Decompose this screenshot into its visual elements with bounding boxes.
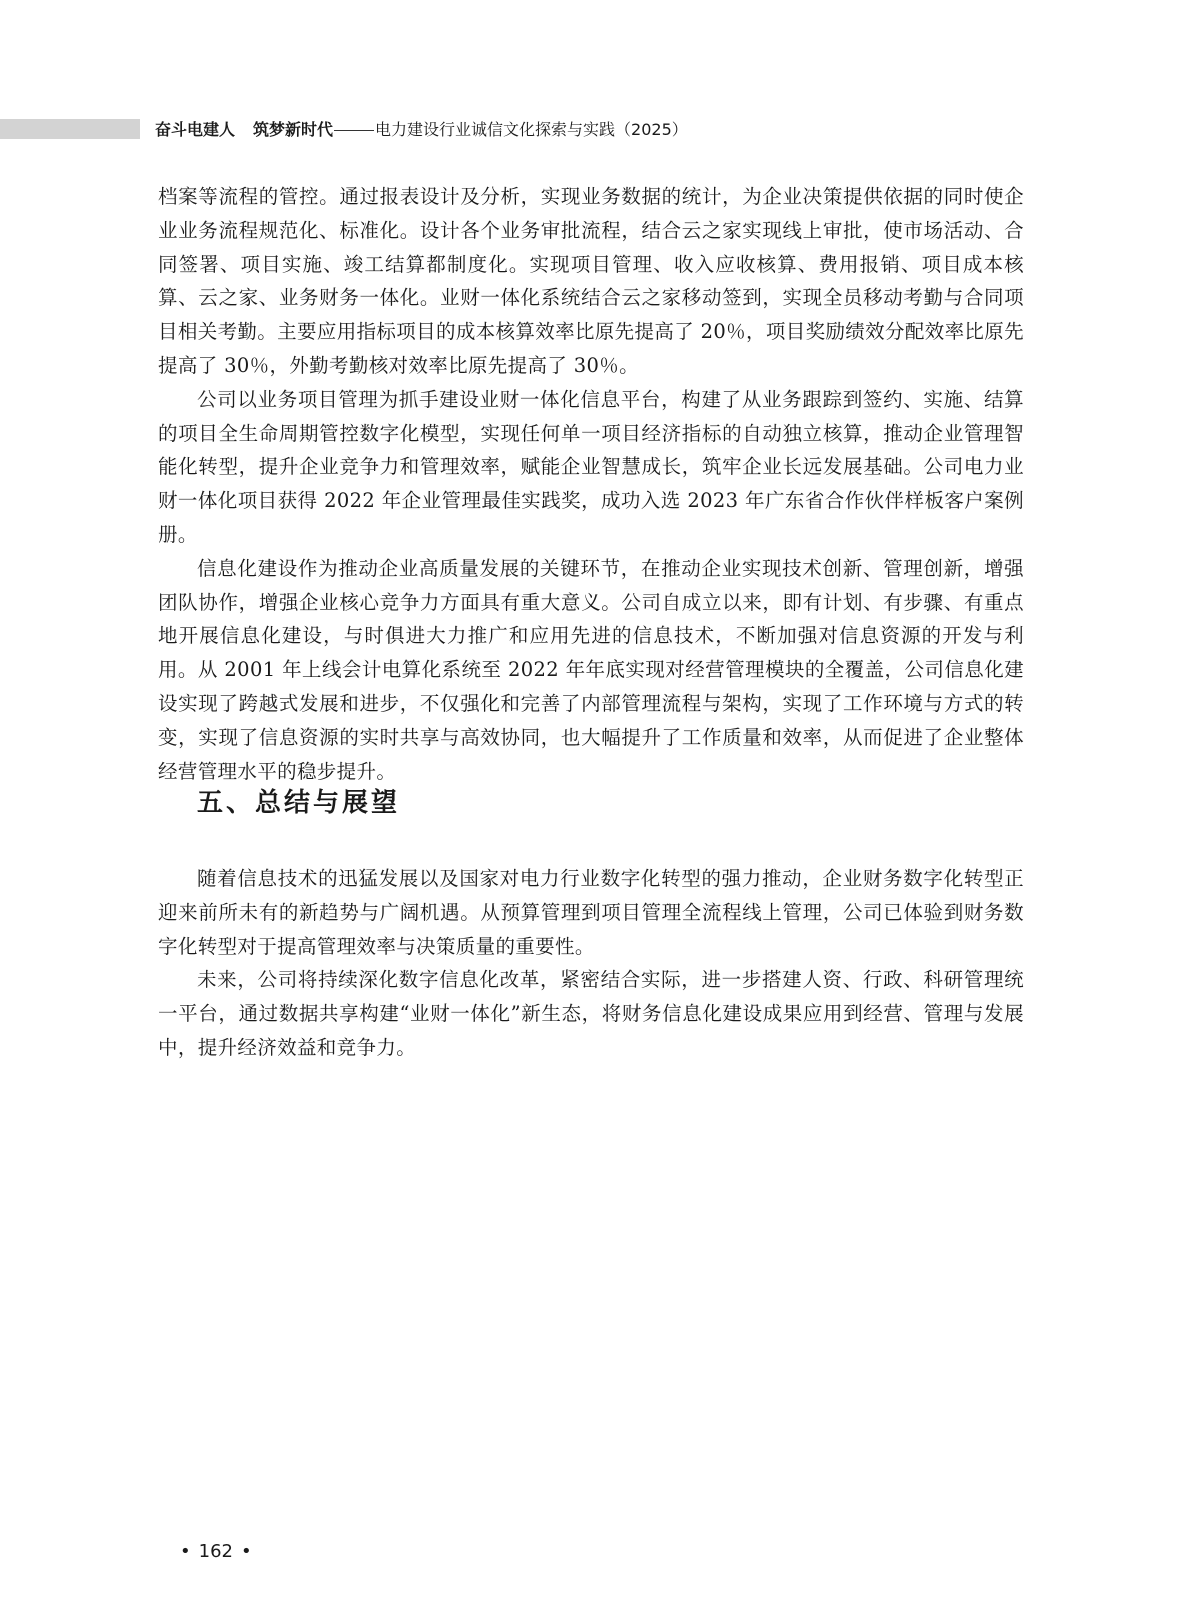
section-body (158, 862, 1024, 1065)
page-number-dot: • (180, 1541, 191, 1562)
page-number (172, 1540, 260, 1564)
paragraph: 信息化建设作为推动企业高质量发展的关键环节，在推动企业实现技术创新、管理创新，增强团队协作，增强企业核心竞争力方面具有重大意义。公司自成立以来，即有计划、有步骤、有重点地开展信息化建设，与时俱进大力推广和应用先进的信息技术，不断加强对信息资源的开发与利用。从 2001 年上线会计电算化系统至 2022 年年底实现对经营管理模块的全覆盖，公司信息化建设实现了跨越式发展和进步，不仅强化和完善了内部管理流程与架构，实现了工作环境与方式的转变，实现了信息资源的实时共享与高效协同，也大幅提升了工作质量和效率，从而促进了企业整体经营管理水平的稳步提升。 (158, 556, 1024, 783)
paragraph: 公司以业务项目管理为抓手建设业财一体化信息平台，构建了从业务跟踪到签约、实施、结算的项目全生命周期管控数字化模型，实现任何单一项目经济指标的自动独立核算，推动企业管理智能化转型，提升企业竞争力和管理效率，赋能企业智慧成长，筑牢企业长远发展基础。公司电力业财一体化项目获得 2022 年企业管理最佳实践奖，成功入选 2023 年广东省合作伙伴样板客户案例册。 (158, 387, 1024, 546)
header-dash (334, 130, 374, 131)
section-heading: 五、总结与展望 (197, 788, 401, 818)
page-number-dot: • (240, 1541, 252, 1562)
running-header (155, 118, 688, 142)
paragraph: 未来，公司将持续深化数字信息化改革，紧密结合实际，进一步搭建人资、行政、科研管理统一平台，通过数据共享构建“业财一体化”新生态，将财务信息化建设成果应用到经营、管理与发展中，提升经济效益和竞争力。 (158, 968, 1024, 1059)
paragraph-continued: 档案等流程的管控。通过报表设计及分析，实现业务数据的统计，为企业决策提供依据的同时使企业业务流程规范化、标准化。设计各个业务审批流程，结合云之家实现线上审批，使市场活动、合同签署、项目实施、竣工结算都制度化。实现项目管理、收入应收核算、费用报销、项目成本核算、云之家、业务财务一体化。业财一体化系统结合云之家移动签到，实现全员移动考勤与合同项目相关考勤。主要应用指标项目的成本核算效率比原先提高了 20％，项目奖励绩效分配效率比原先提高了 30％，外勤考勤核对效率比原先提高了 30％。 (158, 185, 1024, 377)
page-number-value: 162 (198, 1541, 233, 1562)
paragraph: 随着信息技术的迅猛发展以及国家对电力行业数字化转型的强力推动，企业财务数字化转型正迎来前所未有的新趋势与广阔机遇。从预算管理到项目管理全流程线上管理，公司已体验到财务数字化转型对于提高管理效率与决策质量的重要性。 (158, 867, 1024, 958)
header-subtitle: 筑梦新时代 (253, 120, 334, 139)
header-book-title: 奋斗电建人 (155, 120, 236, 139)
body-text (158, 180, 1024, 788)
header-description: 电力建设行业诚信文化探索与实践（2025） (375, 120, 688, 139)
header-decoration-bar (0, 119, 140, 139)
